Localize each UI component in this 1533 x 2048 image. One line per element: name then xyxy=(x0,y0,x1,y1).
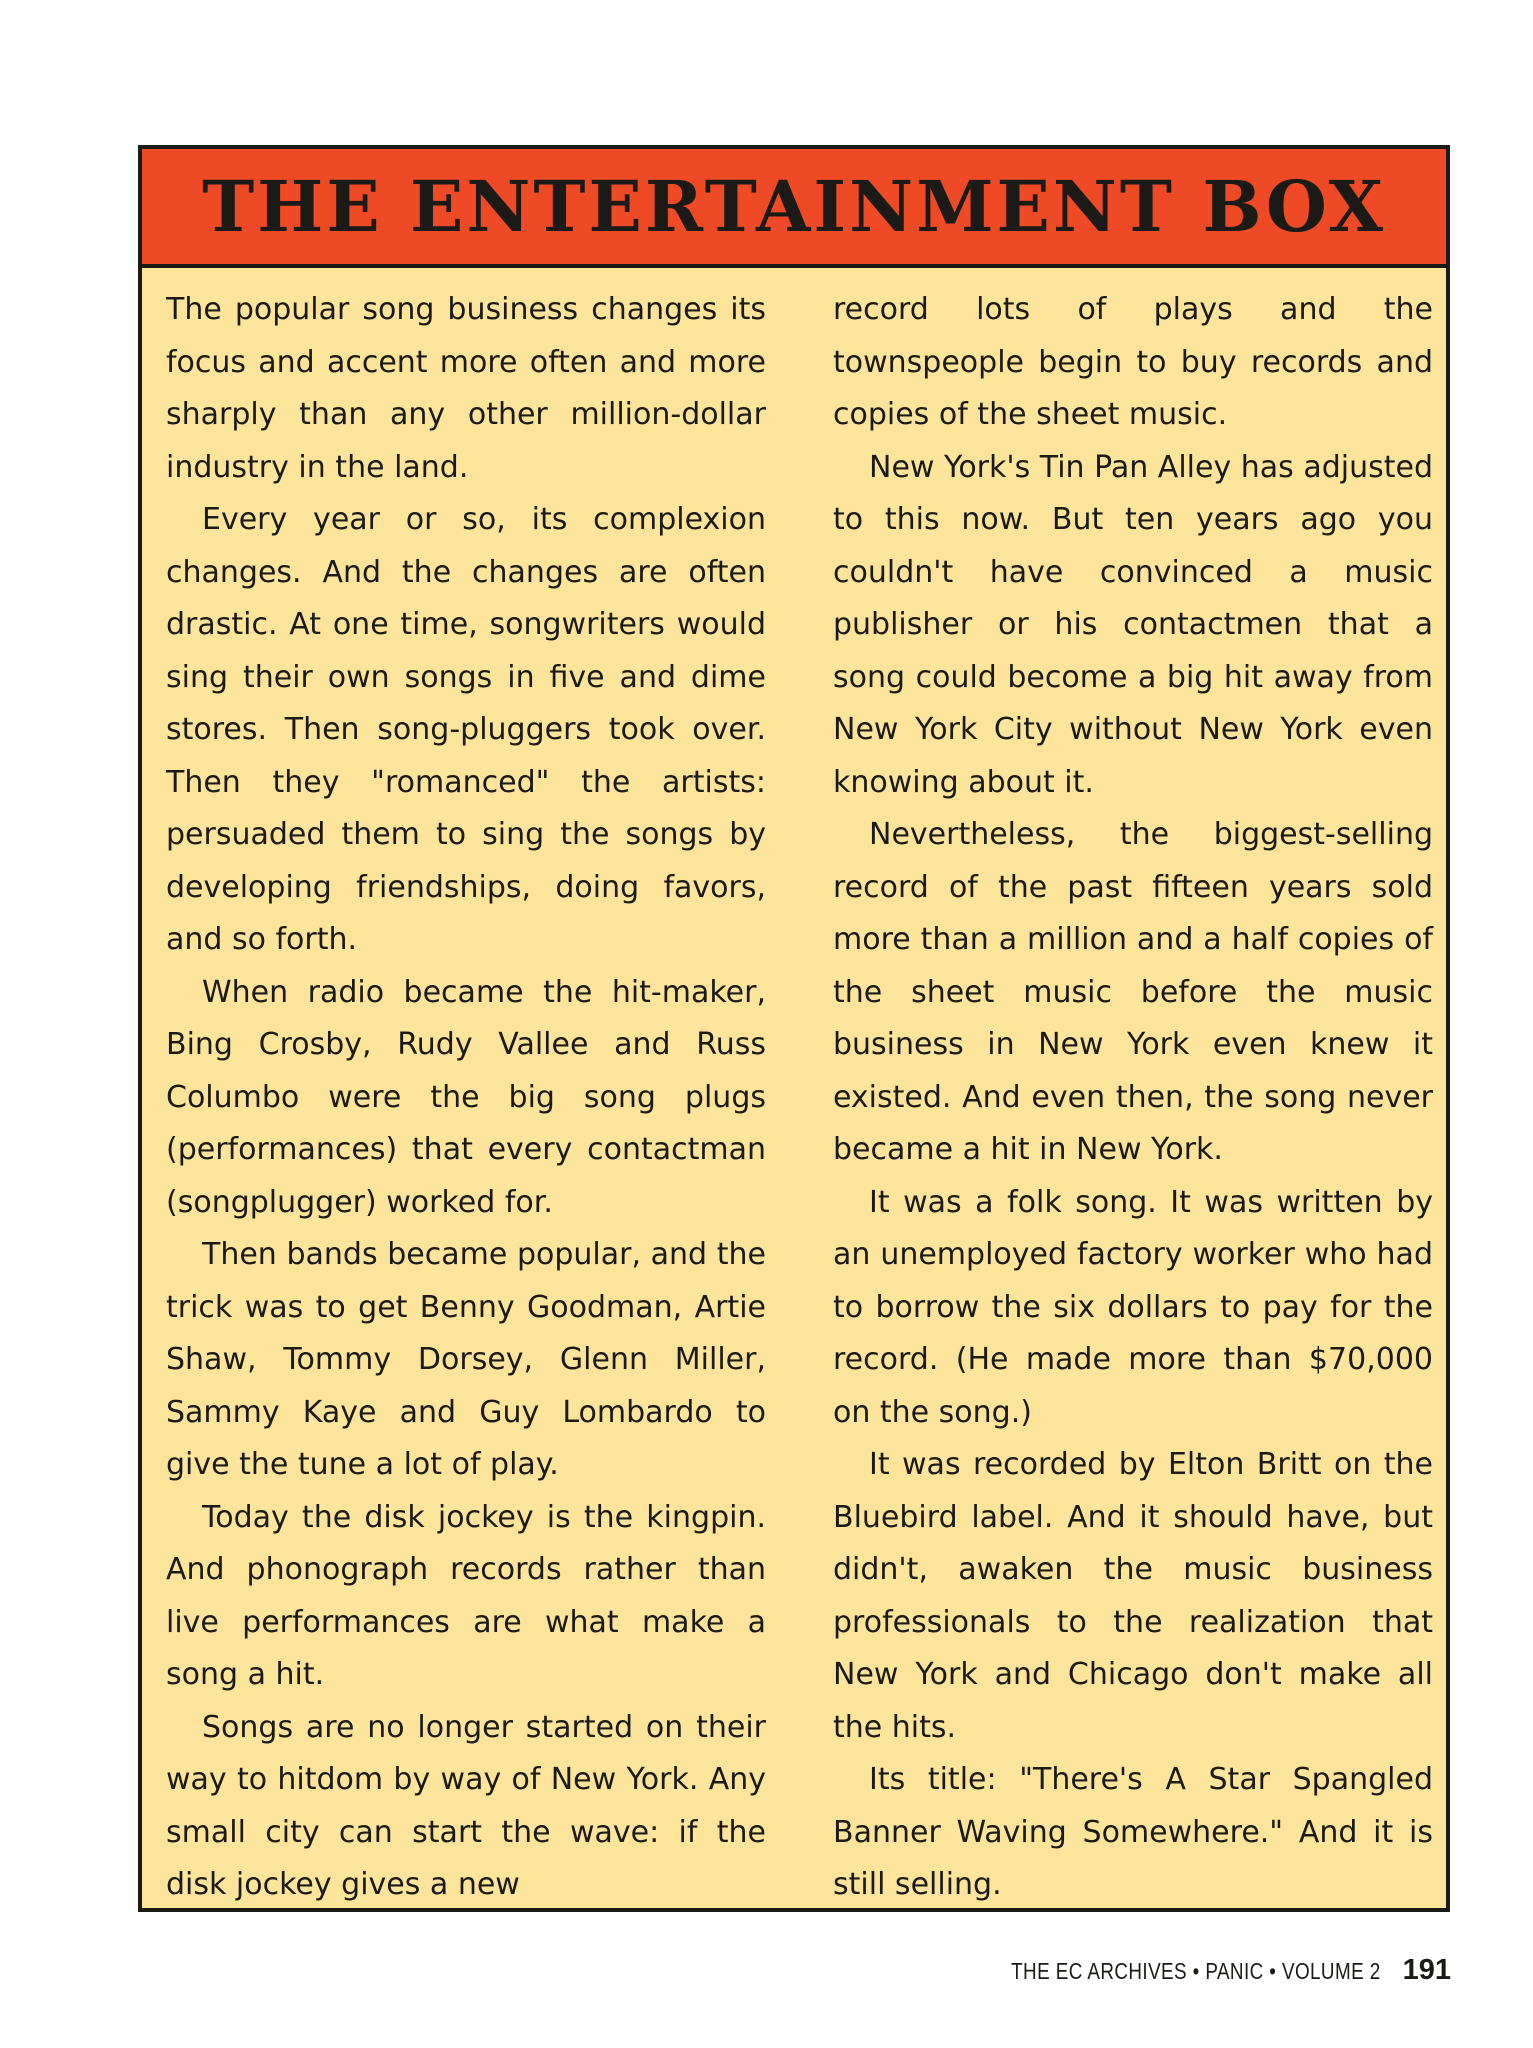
paragraph: It was recorded by Elton Britt on the Bluebird label. And it should have, but didn't, awaken the music business professionals to the realization that New York and Chicago don't make all the hits. xyxy=(833,1447,1433,1745)
series-title: THE EC ARCHIVES • PANIC • VOLUME 2 xyxy=(1011,1958,1381,1984)
article-box xyxy=(138,145,1450,1912)
paragraph: Then bands became popular, and the trick was to get Benny Goodman, Artie Shaw, Tommy Dorsey, Glenn Miller, Sammy Kaye and Guy Lombardo to give the tune a lot of play. xyxy=(166,1237,766,1482)
paragraph: Songs are no longer started on their way to hitdom by way of New York. Any small city can start the wave: if the disk jockey gives a new xyxy=(166,1709,766,1902)
article-title: THE ENTERTAINMENT BOX xyxy=(202,165,1386,248)
paragraph: When radio became the hit-maker, Bing Crosby, Rudy Vallee and Russ Columbo were the big song plugs (performances) that every contactman (songplugger) worked for. xyxy=(166,974,766,1220)
paragraph: Its title: "There's A Star Spangled Banner Waving Somewhere." And it is still selling. xyxy=(833,1762,1433,1902)
paragraph: It was a folk song. It was written by an unemployed factory worker who had to borrow the six dollars to pay for the record. (He made more than $70,000 on the song.) xyxy=(833,1184,1433,1430)
right-column xyxy=(833,284,1433,1912)
paragraph: The popular song business changes its focus and accent more often and more sharply than any other million-dollar industry in the land. xyxy=(166,292,766,485)
paragraph: New York's Tin Pan Alley has adjusted to this now. But ten years ago you couldn't have convinced a music publisher or his contactmen that a song could become a big hit away from New York City without New York even knowing about it. xyxy=(833,449,1433,800)
title-bar xyxy=(142,149,1446,268)
left-column xyxy=(166,284,766,1912)
paragraph: Every year or so, its complexion changes. And the changes are often drastic. At one time, songwriters would sing their own songs in five and dime stores. Then song-pluggers took over. Then they "romanced" the artists: persuaded them to sing the songs by developing friendships, doing favors, and so forth. xyxy=(166,502,766,957)
paragraph: Today the disk jockey is the kingpin. And phonograph records rather than live performances are what make a song a hit. xyxy=(166,1499,766,1692)
page-footer xyxy=(930,1954,1451,1987)
paragraph: Nevertheless, the biggest-selling record of the past fifteen years sold more than a million and a half copies of the sheet music before the music business in New York even knew it existed. And even then, the song never became a hit in New York. xyxy=(833,817,1433,1167)
page-number: 191 xyxy=(1402,1954,1451,1986)
paragraph: record lots of plays and the townspeople begin to buy records and copies of the sheet music. xyxy=(833,292,1433,432)
